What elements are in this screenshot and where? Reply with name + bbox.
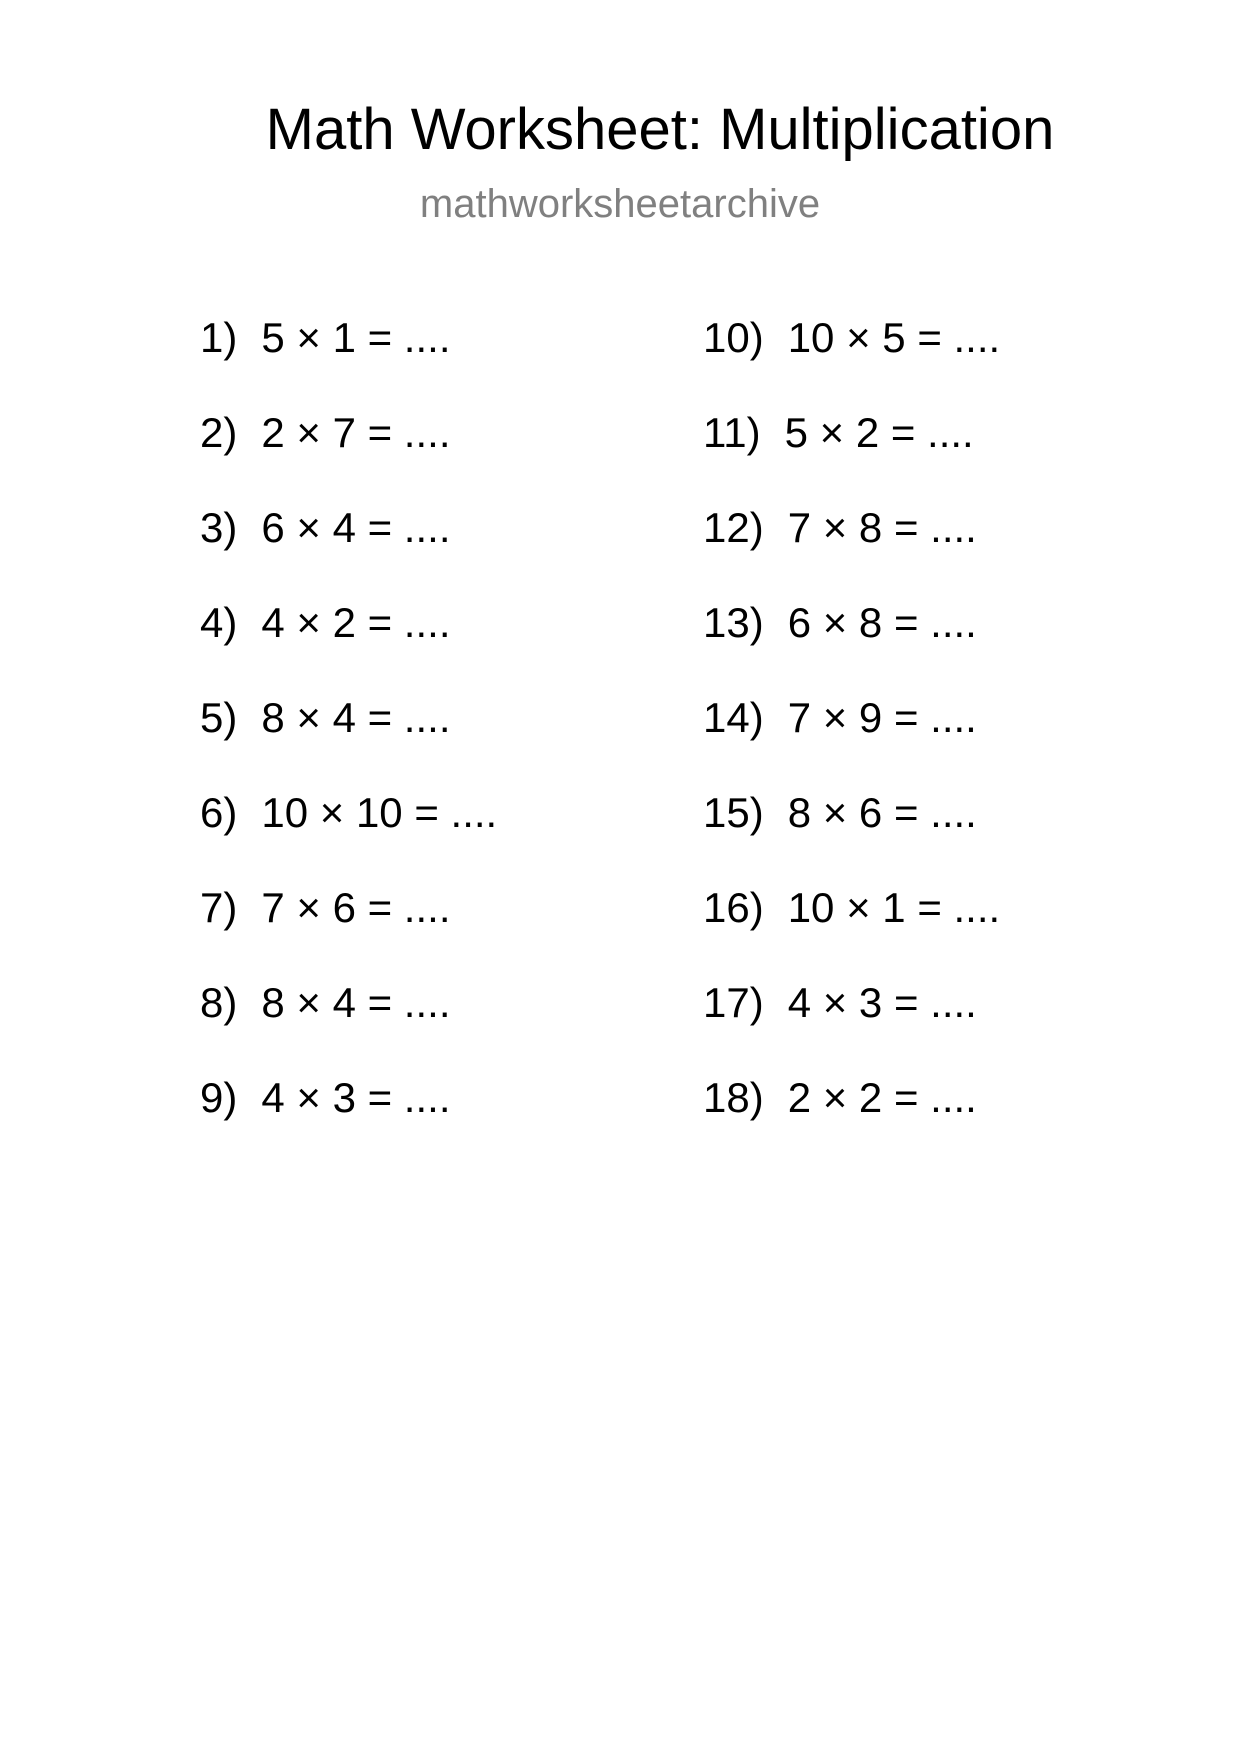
problem-number: 5) bbox=[200, 694, 238, 741]
problem-number: 16) bbox=[703, 884, 764, 931]
problem-number: 1) bbox=[200, 314, 238, 361]
problem-number: 4) bbox=[200, 599, 238, 646]
problem-expression: 2 × 7 = .... bbox=[261, 409, 451, 456]
problem-number: 6) bbox=[200, 789, 238, 836]
problem-expression: 7 × 8 = .... bbox=[787, 504, 977, 551]
problem-number: 11) bbox=[703, 409, 761, 456]
problem-item bbox=[200, 405, 497, 500]
problem-item bbox=[703, 500, 1000, 595]
problem-item bbox=[200, 785, 497, 880]
problem-item bbox=[703, 310, 1000, 405]
problem-number: 9) bbox=[200, 1074, 238, 1121]
problem-item bbox=[200, 880, 497, 975]
problem-number: 7) bbox=[200, 884, 238, 931]
problem-number: 12) bbox=[703, 504, 764, 551]
problem-expression: 4 × 3 = .... bbox=[261, 1074, 451, 1121]
problem-expression: 5 × 2 = .... bbox=[784, 409, 974, 456]
problem-number: 3) bbox=[200, 504, 238, 551]
problem-expression: 10 × 5 = .... bbox=[787, 314, 1001, 361]
worksheet-subtitle: mathworksheetarchive bbox=[419, 182, 821, 226]
problem-item bbox=[200, 500, 497, 595]
problem-item bbox=[200, 975, 497, 1070]
problem-expression: 10 × 1 = .... bbox=[787, 884, 1001, 931]
problem-item bbox=[200, 1070, 497, 1165]
problem-item bbox=[703, 595, 1000, 690]
problem-number: 15) bbox=[703, 789, 764, 836]
problem-item bbox=[703, 1070, 1000, 1165]
problem-number: 10) bbox=[703, 314, 764, 361]
problem-item bbox=[200, 595, 497, 690]
problem-expression: 6 × 4 = .... bbox=[261, 504, 451, 551]
problems-right-column bbox=[703, 310, 1000, 1165]
problem-expression: 4 × 3 = .... bbox=[787, 979, 977, 1026]
problem-expression: 7 × 6 = .... bbox=[261, 884, 451, 931]
problems-left-column bbox=[200, 310, 497, 1165]
problem-item bbox=[703, 785, 1000, 880]
problem-item bbox=[703, 880, 1000, 975]
problem-expression: 2 × 2 = .... bbox=[787, 1074, 977, 1121]
problem-item bbox=[703, 975, 1000, 1070]
problem-number: 14) bbox=[703, 694, 764, 741]
problem-item bbox=[200, 690, 497, 785]
problem-item bbox=[200, 310, 497, 405]
problem-expression: 10 × 10 = .... bbox=[261, 789, 498, 836]
problem-expression: 5 × 1 = .... bbox=[261, 314, 451, 361]
problem-expression: 7 × 9 = .... bbox=[787, 694, 977, 741]
problem-number: 17) bbox=[703, 979, 764, 1026]
problem-number: 2) bbox=[200, 409, 238, 456]
problem-expression: 6 × 8 = .... bbox=[787, 599, 977, 646]
problem-expression: 8 × 4 = .... bbox=[261, 979, 451, 1026]
problem-item bbox=[703, 405, 1000, 500]
problem-expression: 8 × 6 = .... bbox=[787, 789, 977, 836]
problem-number: 8) bbox=[200, 979, 238, 1026]
worksheet-title: Math Worksheet: Multiplication bbox=[265, 97, 1055, 162]
problem-expression: 8 × 4 = .... bbox=[261, 694, 451, 741]
problem-expression: 4 × 2 = .... bbox=[261, 599, 451, 646]
problem-number: 18) bbox=[703, 1074, 764, 1121]
problem-number: 13) bbox=[703, 599, 764, 646]
problem-item bbox=[703, 690, 1000, 785]
